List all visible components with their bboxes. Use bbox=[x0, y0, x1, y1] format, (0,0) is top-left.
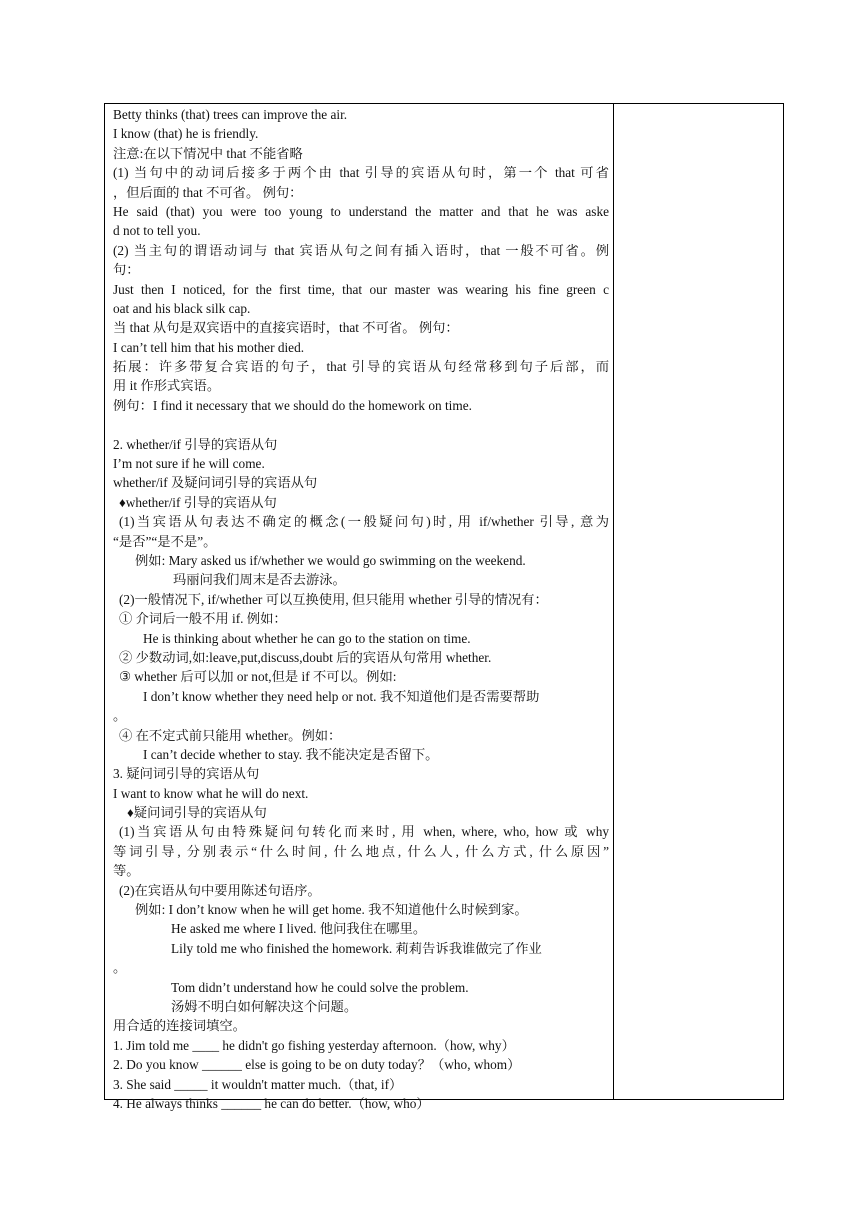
text-line: 注意:在以下情况中 that 不能省略 bbox=[113, 145, 303, 161]
text-line: 用 it 作形式宾语。 bbox=[113, 378, 221, 394]
example-line: I can’t decide whether to stay. 我不能决定是否留下。 bbox=[143, 746, 439, 762]
text-line: Just then I noticed, for the first time, that our master was wearing his fine green c bbox=[113, 281, 609, 297]
text-line: I’m not sure if he will come. bbox=[113, 456, 265, 472]
lesson-table bbox=[104, 103, 784, 1111]
subheading-line: ♦疑问词引导的宾语从句 bbox=[127, 805, 267, 821]
text-line: (2)一般情况下, if/whether 可以互换使用, 但只能用 whether 引导的情况有： bbox=[119, 591, 548, 607]
text-line: 拓展：许多带复合宾语的句子，that 引导的宾语从句经常移到句子后部，而 bbox=[113, 359, 609, 375]
section-heading: 3. 疑问词引导的宾语从句 bbox=[113, 766, 260, 782]
text-line: ② 少数动词,如:leave,put,discuss,doubt 后的宾语从句常用 whether. bbox=[119, 649, 492, 665]
section-heading: 2. whether/if 引导的宾语从句 bbox=[113, 436, 278, 452]
exercise-item: 4. He always thinks ______ he can do better.（how, who） bbox=[113, 1095, 430, 1111]
text-line: 例句：I find it necessary that we should do the homework on time. bbox=[113, 397, 472, 413]
example-line: I don’t know whether they need help or not. 我不知道他们是否需要帮助 bbox=[143, 688, 540, 704]
text-line: ，但后面的 that 不可省。 例句： bbox=[113, 184, 303, 200]
text-line: 。 bbox=[113, 708, 127, 724]
text-line: I can’t tell him that his mother died. bbox=[113, 339, 305, 355]
text-line: “是否”“是不是”。 bbox=[113, 533, 217, 549]
text-line: ④ 在不定式前只能用 whether。例如： bbox=[119, 727, 342, 743]
text-line: 等。 bbox=[113, 863, 140, 879]
example-line: Lily told me who finished the homework. 莉莉告诉我谁做完了作业 bbox=[171, 940, 542, 956]
text-line: 。 bbox=[113, 960, 127, 976]
text-line: (2) 当主句的谓语动词与 that 宾语从句之间有插入语时，that 一般不可省。例 bbox=[113, 242, 609, 258]
text-line: whether/if 及疑问词引导的宾语从句 bbox=[113, 475, 318, 491]
text-line: I know (that) he is friendly. bbox=[113, 126, 259, 142]
text-line: Betty thinks (that) trees can improve the air. bbox=[113, 107, 348, 122]
example-line: 例如: Mary asked us if/whether we would go swimming on the weekend. bbox=[135, 552, 526, 568]
notes-column bbox=[113, 105, 609, 1113]
example-line: 例如: I don’t know when he will get home. 我不知道他什么时候到家。 bbox=[135, 902, 528, 918]
text-line: ③ whether 后可以加 or not,但是 if 不可以。例如: bbox=[119, 669, 397, 685]
text-line: 句： bbox=[113, 262, 140, 278]
text-line: (2)在宾语从句中要用陈述句语序。 bbox=[119, 882, 321, 898]
exercise-heading: 用合适的连接词填空。 bbox=[113, 1018, 246, 1034]
subheading-line: ♦whether/if 引导的宾语从句 bbox=[119, 494, 277, 510]
example-line: Tom didn’t understand how he could solve the problem. bbox=[171, 979, 469, 995]
text-line: He said (that) you were too young to understand the matter and that he was aske bbox=[113, 203, 609, 219]
example-translation: 玛丽问我们周末是否去游泳。 bbox=[173, 572, 346, 588]
exercise-item: 1. Jim told me ____ he didn't go fishing yesterday afternoon.（how, why） bbox=[113, 1037, 515, 1053]
text-line: (1)当宾语从句由特殊疑问句转化而来时, 用 when, where, who, how 或 why bbox=[119, 824, 609, 840]
example-line: He asked me where I lived. 他问我住在哪里。 bbox=[171, 921, 427, 937]
exercise-item: 3. She said _____ it wouldn't matter much.（that, if） bbox=[113, 1076, 403, 1092]
exercise-item: 2. Do you know ______ else is going to be on duty today？（who, whom） bbox=[113, 1057, 521, 1073]
example-line: He is thinking about whether he can go to the station on time. bbox=[143, 630, 471, 646]
text-line: d not to tell you. bbox=[113, 223, 201, 239]
text-line: 当 that 从句是双宾语中的直接宾语时，that 不可省。 例句： bbox=[113, 320, 459, 336]
text-line: 等词引导, 分别表示“什么时间, 什么地点, 什么人, 什么方式, 什么原因” bbox=[113, 843, 609, 859]
text-line: oat and his black silk cap. bbox=[113, 300, 251, 316]
text-line: ① 介词后一般不用 if. 例如： bbox=[119, 611, 287, 627]
text-line: I want to know what he will do next. bbox=[113, 785, 309, 801]
text-line: (1) 当句中的动词后接多于两个由 that 引导的宾语从句时，第一个 that 可省 bbox=[113, 165, 609, 181]
example-translation: 汤姆不明白如何解决这个问题。 bbox=[171, 998, 358, 1014]
text-line: (1)当宾语从句表达不确定的概念(一般疑问句)时, 用 if/whether 引导, 意为 bbox=[119, 514, 609, 530]
column-divider bbox=[613, 104, 614, 1099]
blank-line bbox=[113, 415, 609, 434]
